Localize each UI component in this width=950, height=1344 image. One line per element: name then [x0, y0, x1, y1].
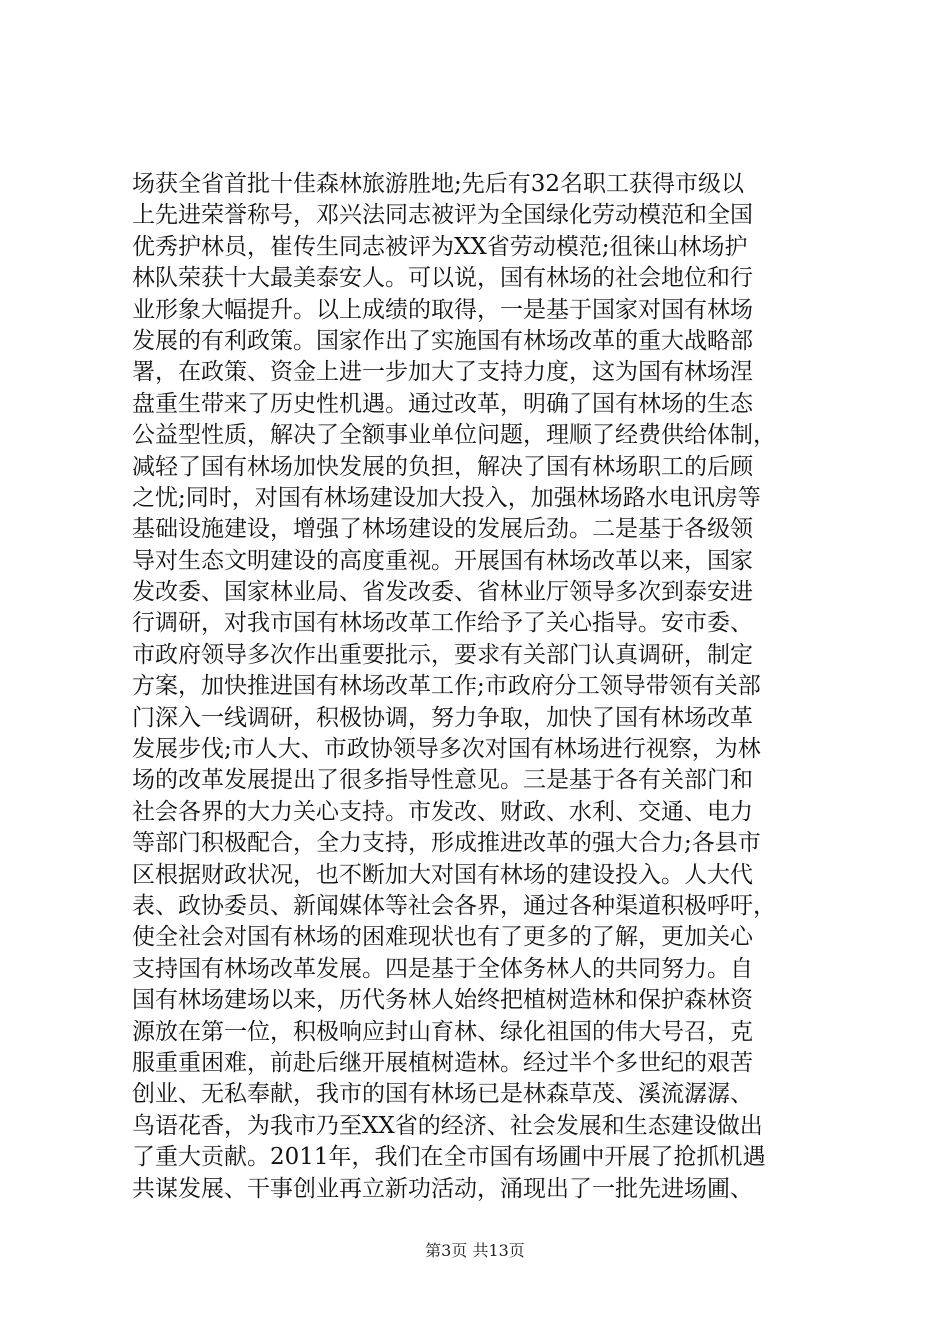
text-line: 之忧;同时，对国有林场建设加大投入，加强林场路水电讯房等: [132, 484, 761, 511]
text-line: 源放在第一位，积极响应封山育林、绿化祖国的伟大号召，克: [132, 1018, 753, 1045]
text-line: 优秀护林员，崔传生同志被评为XX省劳动模范;徂徕山林场护: [132, 233, 748, 260]
text-line: 市政府领导多次作出重要批示，要求有关部门认真调研，制定: [132, 641, 753, 668]
body-text: [132, 169, 832, 1205]
text-line: 发展的有利政策。国家作出了实施国有林场改革的重大战略部: [132, 327, 753, 354]
text-line: 场获全省首批十佳森林旅游胜地;先后有32名职工获得市级以: [132, 171, 745, 197]
text-line: 业形象大幅提升。以上成绩的取得，一是基于国家对国有林场: [132, 296, 753, 323]
text-line: 服重重困难，前赴后继开展植树造林。经过半个多世纪的艰苦: [132, 1049, 753, 1076]
text-line: 区根据财政状况，也不断加大对国有林场的建设投入。人大代: [132, 861, 753, 888]
text-line: 发改委、国家林业局、省发改委、省林业厅领导多次到泰安进: [132, 579, 753, 606]
text-line: 场的改革发展提出了很多指导性意见。三是基于各有关部门和: [132, 767, 753, 794]
text-line: 门深入一线调研，积极协调，努力争取，加快了国有林场改革: [132, 704, 753, 731]
text-line: 社会各界的大力关心支持。市发改、财政、水利、交通、电力: [132, 798, 753, 825]
text-line: 鸟语花香，为我市乃至XX省的经济、社会发展和生态建设做出: [132, 1112, 763, 1139]
text-line: 行调研，对我市国有林场改革工作给予了关心指导。安市委、: [132, 610, 753, 637]
text-line: 使全社会对国有林场的困难现状也有了更多的了解，更加关心: [132, 924, 753, 951]
text-line: 林队荣获十大最美泰安人。可以说，国有林场的社会地位和行: [132, 265, 753, 292]
text-line: 支持国有林场改革发展。四是基于全体务林人的共同努力。自: [132, 955, 753, 982]
text-line: 导对生态文明建设的高度重视。开展国有林场改革以来，国家: [132, 547, 753, 574]
text-line: 公益型性质，解决了全额事业单位问题，理顺了经费供给体制，: [132, 422, 776, 449]
text-line: 方案，加快推进国有林场改革工作;市政府分工领导带领有关部: [132, 673, 761, 700]
page-number-label: 第3页 共13页: [425, 1241, 525, 1260]
text-line: 国有林场建场以来，历代务林人始终把植树造林和保护森林资: [132, 987, 753, 1014]
text-line: 共谋发展、干事创业再立新功活动，涌现出了一批先进场圃、: [132, 1175, 753, 1202]
text-line: 发展步伐;市人大、市政协领导多次对国有林场进行视察，为林: [132, 736, 761, 763]
text-line: 署，在政策、资金上进一步加大了支持力度，这为国有林场涅: [132, 359, 753, 386]
text-line: 基础设施建设，增强了林场建设的发展后劲。二是基于各级领: [132, 516, 753, 543]
text-line: 创业、无私奉献，我市的国有林场已是林森草茂、溪流潺潺、: [132, 1081, 753, 1108]
text-line: 了重大贡献。2011年，我们在全市国有场圃中开展了抢抓机遇: [132, 1144, 766, 1171]
text-line: 盘重生带来了历史性机遇。通过改革，明确了国有林场的生态: [132, 390, 753, 417]
page-footer: [0, 1241, 950, 1261]
text-line: 表、政协委员、新闻媒体等社会各界，通过各种渠道积极呼吁，: [132, 892, 776, 919]
text-line: 上先进荣誉称号，邓兴法同志被评为全国绿化劳动模范和全国: [132, 202, 753, 229]
text-line: 等部门积极配合，全力支持，形成推进改革的强大合力;各县市: [132, 830, 761, 857]
text-line: 减轻了国有林场加快发展的负担，解决了国有林场职工的后顾: [132, 453, 753, 480]
